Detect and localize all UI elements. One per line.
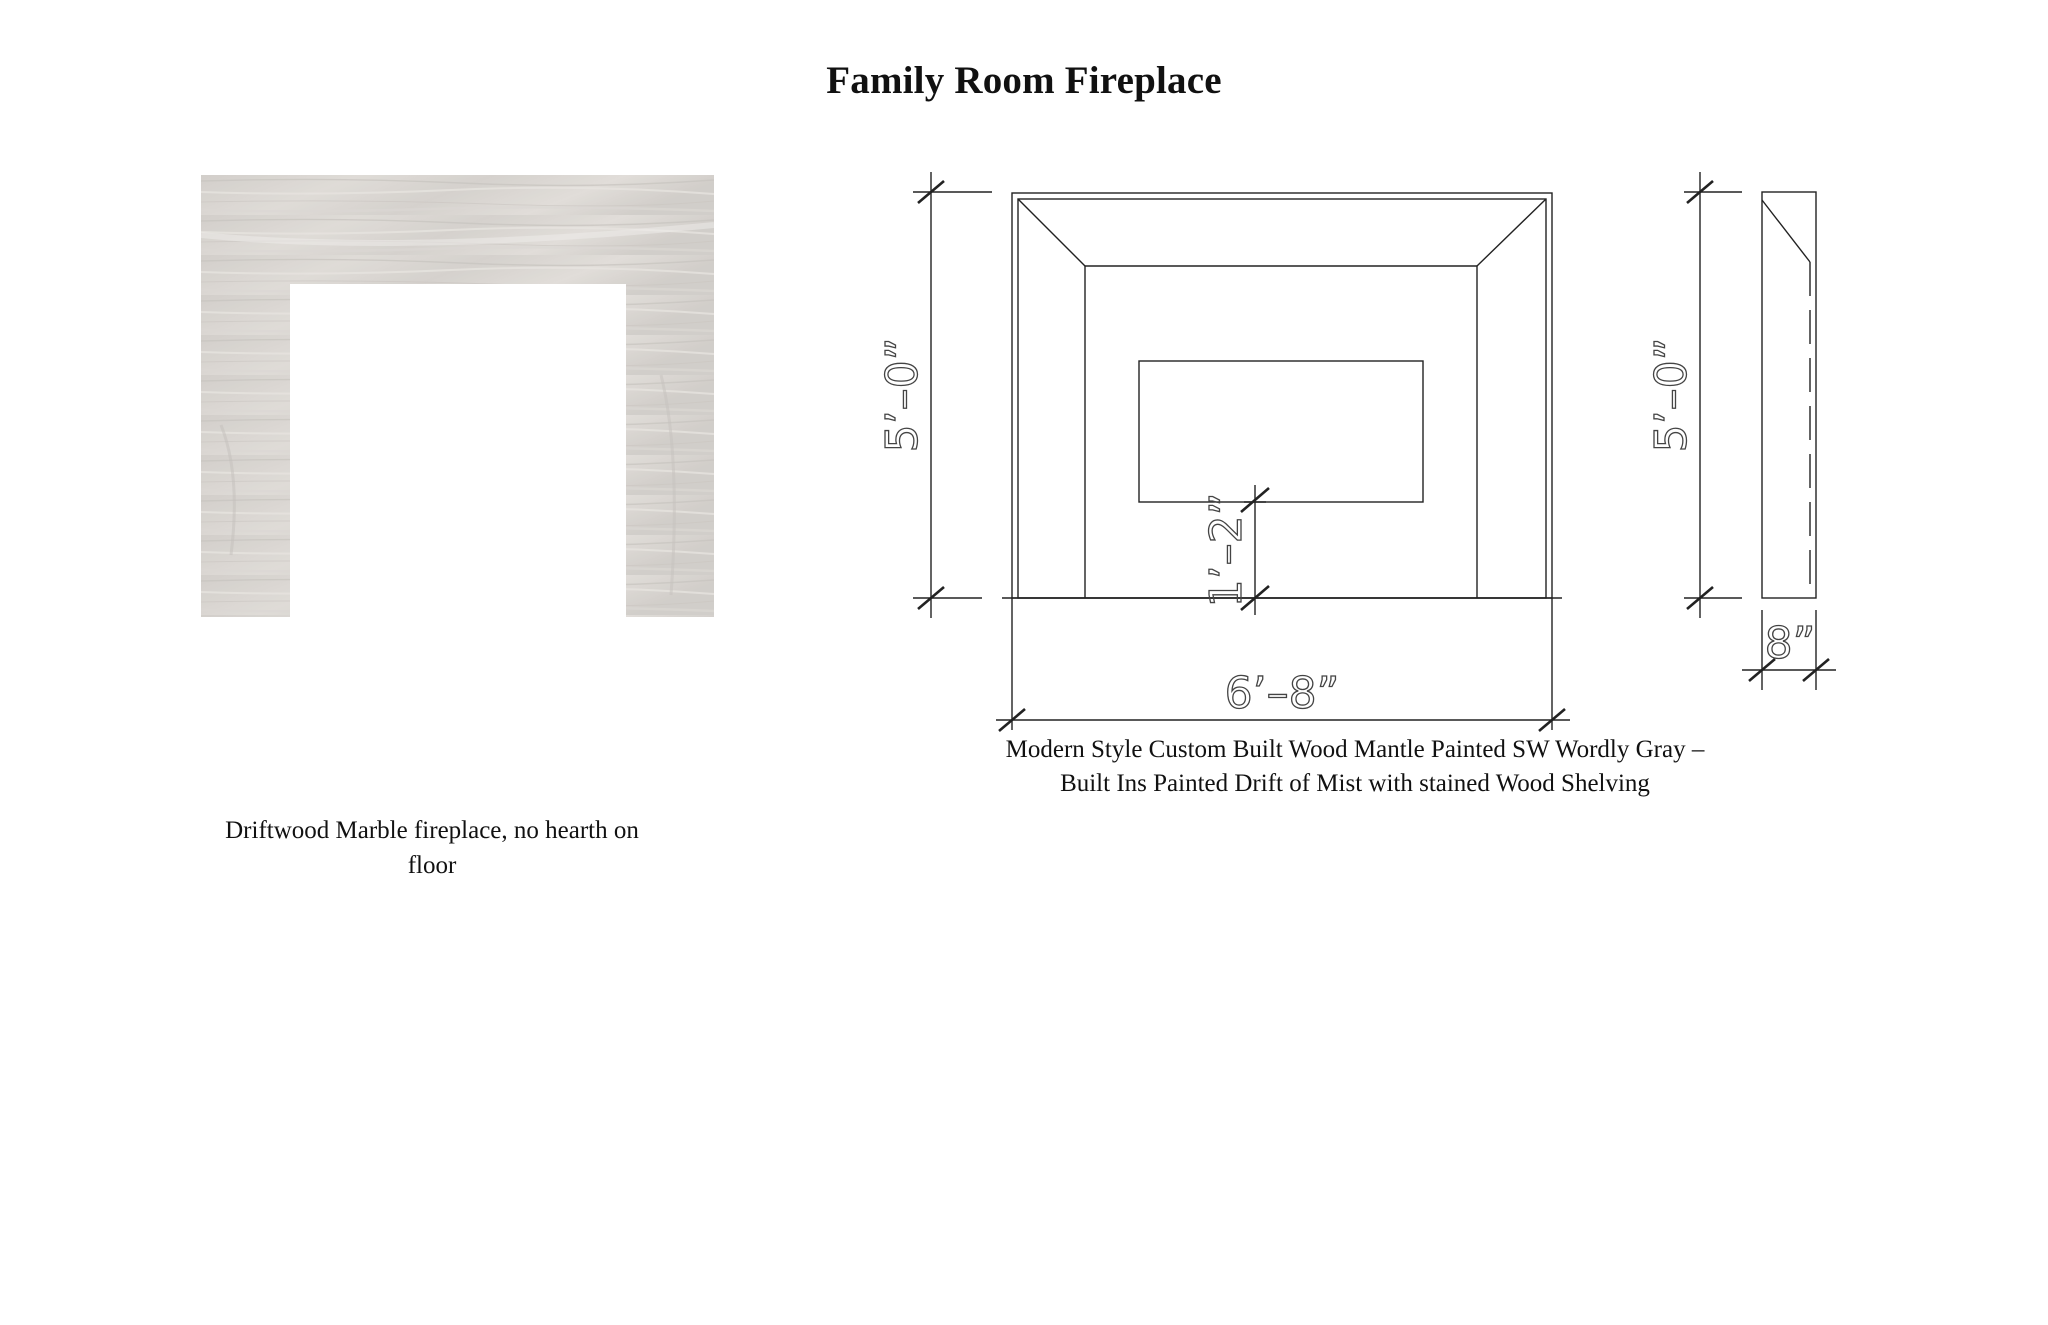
mantle-elevation-drawing bbox=[860, 160, 1850, 740]
width-dimension-label: 6’–8” bbox=[1224, 668, 1340, 719]
firebox-surround bbox=[1085, 266, 1477, 598]
mantle-caption-line-2: Built Ins Painted Drift of Mist with stained Wood Shelving bbox=[1060, 770, 1650, 797]
marble-caption: Driftwood Marble fireplace, no hearth on floor bbox=[225, 817, 639, 879]
mantle-inner-frame bbox=[1018, 199, 1546, 598]
firebox-opening bbox=[1139, 361, 1423, 502]
mitre-line-right bbox=[1477, 199, 1546, 266]
mantle-caption bbox=[930, 733, 1780, 801]
mantle-outer-frame bbox=[1012, 193, 1552, 598]
depth-dimension-label: 8” bbox=[1764, 618, 1816, 669]
height-dimension-label: 5’–0” bbox=[877, 337, 928, 453]
mitre-line-left bbox=[1018, 199, 1085, 266]
opening-offset-label: 1’–2” bbox=[1201, 492, 1252, 608]
side-height-dimension-label: 5’–0” bbox=[1646, 337, 1697, 453]
marble-fireplace-surround bbox=[201, 175, 714, 617]
page-title: Family Room Fireplace bbox=[826, 59, 1222, 102]
mantle-caption-line-1: Modern Style Custom Built Wood Mantle Painted SW Wordly Gray – bbox=[1005, 736, 1705, 763]
mantle-side-profile bbox=[1762, 192, 1816, 598]
